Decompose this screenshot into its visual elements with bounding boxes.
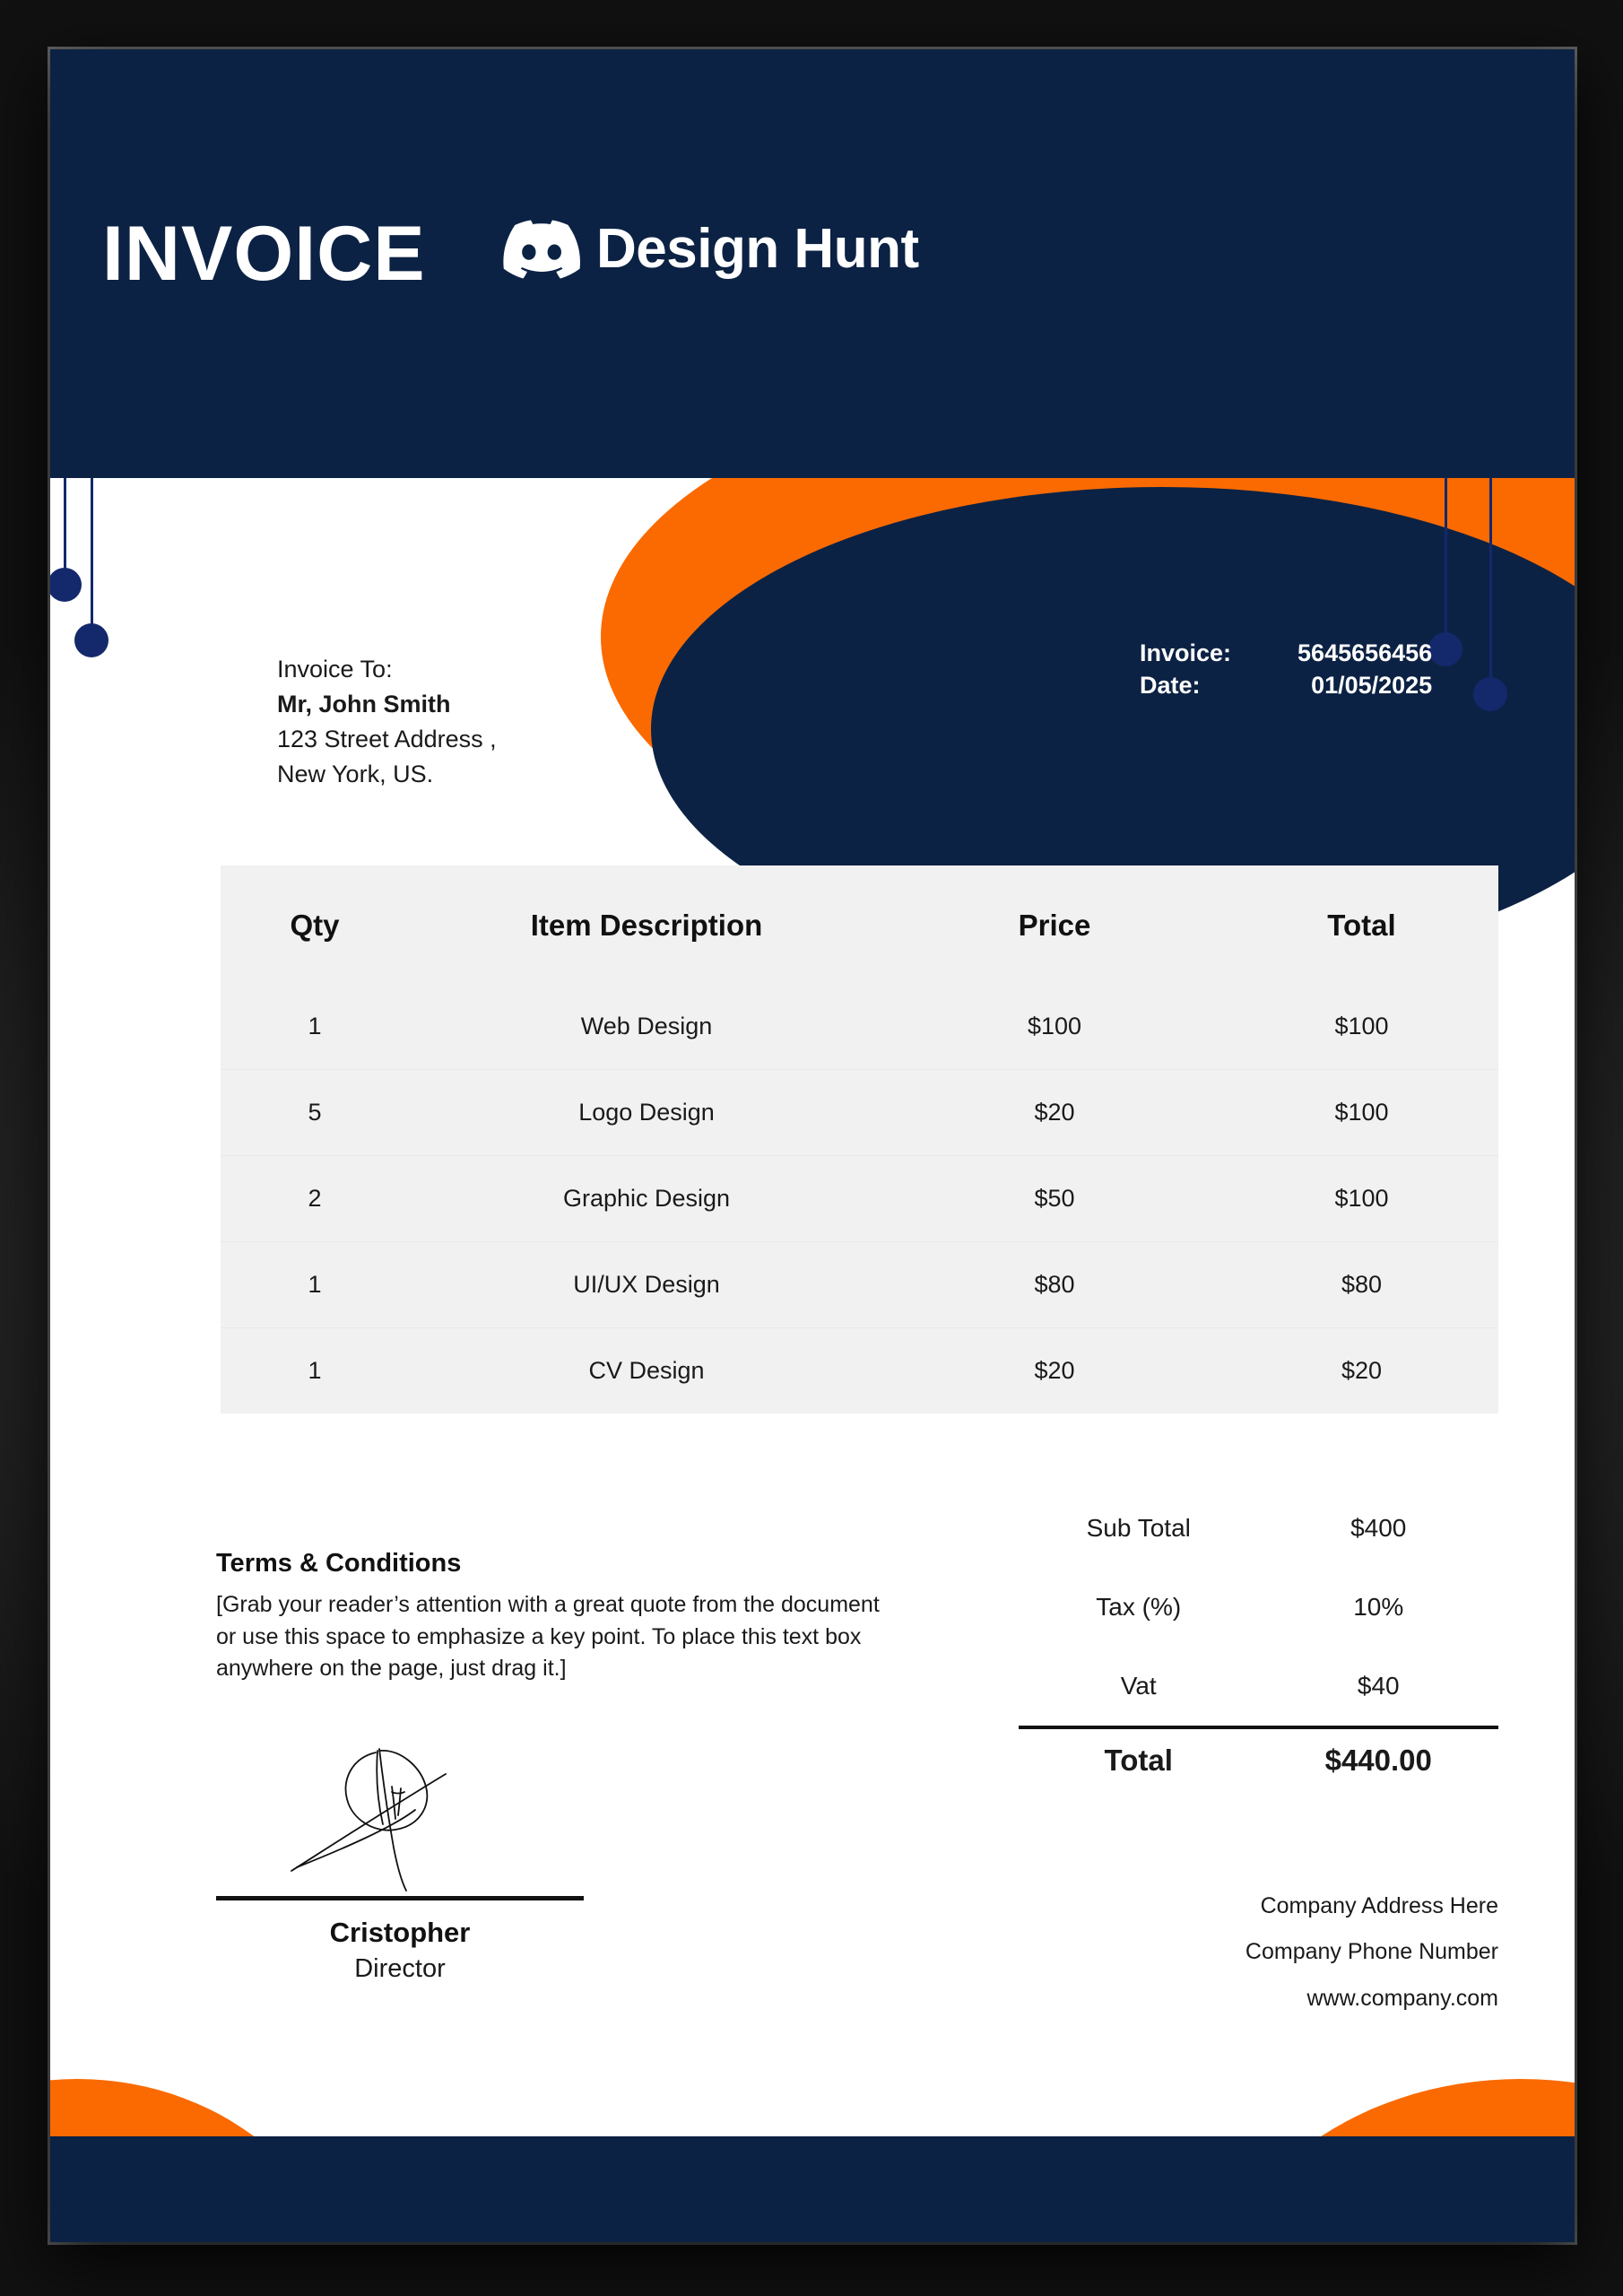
pin-dot [1428, 632, 1462, 666]
column-header-total: Total [1327, 909, 1396, 942]
grand-total-value: $440.00 [1259, 1727, 1499, 1783]
pendant-pin-right-1 [1431, 478, 1460, 684]
invoice-meta-block [1140, 637, 1432, 702]
signature-scribble-icon [216, 1740, 584, 1894]
tax-label: Tax (%) [1096, 1593, 1182, 1621]
table-row [221, 1156, 1498, 1242]
vat-label: Vat [1120, 1672, 1157, 1700]
invoice-date-label: Date: [1140, 672, 1201, 700]
cell-description: Logo Design [409, 1070, 884, 1156]
invoice-number-label: Invoice: [1140, 639, 1232, 666]
bill-to-block [277, 652, 497, 793]
bill-to-name: Mr, John Smith [277, 691, 451, 718]
table-row [221, 1070, 1498, 1156]
company-address: Company Address Here [1260, 1893, 1498, 1918]
cell-total: $20 [1225, 1328, 1498, 1414]
invoice-date-row [1140, 669, 1432, 701]
cell-description: Graphic Design [409, 1156, 884, 1242]
signature-block [216, 1740, 584, 1984]
cell-total: $100 [1225, 1156, 1498, 1242]
cell-qty: 1 [221, 1328, 409, 1414]
table-row [221, 984, 1498, 1070]
column-header-description: Item Description [530, 909, 763, 942]
signature-rule [216, 1896, 584, 1900]
column-header-price: Price [1018, 909, 1091, 942]
company-website[interactable]: www.company.com [1306, 1985, 1498, 2011]
totals-row-vat [1019, 1647, 1498, 1727]
pendant-pin-right-2 [1476, 478, 1505, 729]
subtotal-value: $400 [1350, 1514, 1407, 1542]
bill-to-address-line-1: 123 Street Address , [277, 726, 497, 753]
cell-description: UI/UX Design [409, 1242, 884, 1328]
pendant-pin-left-2 [77, 478, 106, 666]
pin-stem [1489, 478, 1492, 686]
pin-dot [74, 623, 108, 657]
pin-stem [1445, 478, 1447, 641]
header-band [50, 49, 1575, 478]
pin-stem [91, 478, 93, 632]
cell-qty: 1 [308, 1013, 322, 1039]
invoice-number-value: 5645656456 [1298, 639, 1433, 666]
cell-description: Web Design [580, 1013, 713, 1039]
invoice-number-row [1140, 637, 1432, 669]
grand-total-label: Total [1019, 1727, 1259, 1783]
cell-price: $20 [884, 1328, 1225, 1414]
totals-row-tax [1019, 1568, 1498, 1647]
cell-price: $50 [884, 1156, 1225, 1242]
terms-and-conditions-block [216, 1549, 880, 1685]
table-header-row [221, 865, 1498, 984]
cell-total: $100 [1225, 1070, 1498, 1156]
signatory-role: Director [354, 1954, 446, 1983]
cell-qty: 2 [221, 1156, 409, 1242]
invoice-date-value: 01/05/2025 [1311, 672, 1433, 700]
vat-value: $40 [1357, 1672, 1400, 1700]
cell-description: CV Design [409, 1328, 884, 1414]
table-row [221, 1328, 1498, 1414]
cell-total: $100 [1334, 1013, 1389, 1039]
discord-logo-icon [503, 220, 580, 279]
tax-value: 10% [1353, 1593, 1404, 1621]
bill-to-label: Invoice To: [277, 656, 393, 683]
footer-decoration [50, 2045, 1575, 2242]
subtotal-label: Sub Total [1086, 1514, 1191, 1542]
column-header-qty: Qty [290, 909, 340, 942]
cell-qty: 1 [221, 1242, 409, 1328]
invoice-page [50, 49, 1575, 2242]
pendant-pin-left-1 [50, 478, 79, 622]
totals-block [1019, 1489, 1498, 1783]
table-row [221, 1242, 1498, 1328]
page-title: INVOICE [102, 211, 426, 297]
pin-dot [1473, 677, 1507, 711]
cell-qty: 5 [221, 1070, 409, 1156]
footer-bar [50, 2136, 1575, 2242]
cell-price: $20 [884, 1070, 1225, 1156]
cell-total: $80 [1225, 1242, 1498, 1328]
signatory-name: Cristopher [329, 1917, 471, 1948]
company-contact-block [1037, 1883, 1498, 2022]
cell-price: $100 [1027, 1013, 1082, 1039]
pin-stem [64, 478, 66, 577]
totals-row-grand-total [1019, 1727, 1498, 1783]
terms-heading: Terms & Conditions [216, 1549, 462, 1578]
brand-lockup [503, 220, 919, 279]
brand-name: Design Hunt [596, 218, 919, 280]
totals-row-subtotal [1019, 1489, 1498, 1568]
cell-price: $80 [884, 1242, 1225, 1328]
terms-body: [Grab your reader’s attention with a great quote from the document or use this space to emphasize a key point. To place this text box anywhere on the page, just drag it.] [216, 1592, 880, 1681]
company-phone: Company Phone Number [1245, 1939, 1498, 1965]
bill-to-address-line-2: New York, US. [277, 761, 434, 788]
line-items-table [221, 865, 1498, 1413]
